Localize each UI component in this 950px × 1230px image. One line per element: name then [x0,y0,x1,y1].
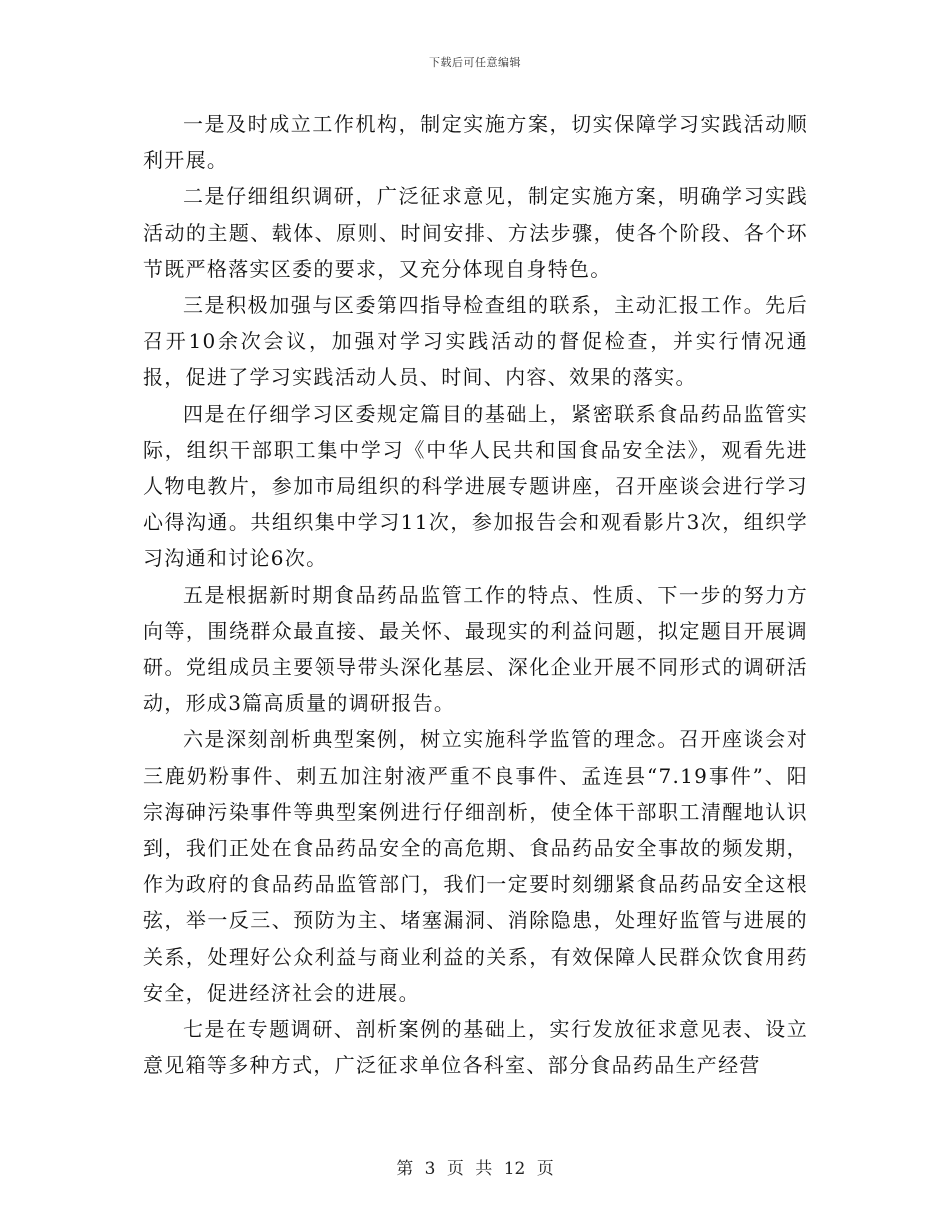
page-number-footer: 第 3 页 共 12 页 [396,1159,554,1179]
paragraph-4: 四是在仔细学习区委规定篇目的基础上，紧密联系食品药品监管实际，组织干部职工集中学习《中华人民共和国食品安全法》，观看先进人物电教片，参加市局组织的科学进展专题讲座，召开座谈会进行学习心得沟通。共组织集中学习11次，参加报告会和观看影片3次，组织学习沟通和讨论6次。 [143,401,808,571]
paragraph-6: 六是深刻剖析典型案例，树立实施科学监管的理念。召开座谈会对三鹿奶粉事件、刺五加注射液严重不良事件、孟连县“7.19事件”、阳宗海砷污染事件等典型案例进行仔细剖析，使全体干部职工清醒地认识到，我们正处在食品药品安全的高危期、食品药品安全事故的频发期，作为政府的食品药品监管部门，我们一定要时刻绷紧食品药品安全这根弦，举一反三、预防为主、堵塞漏洞、消除隐患，处理好监管与进展的关系，处理好公众利益与商业利益的关系，有效保障人民群众饮食用药安全，促进经济社会的进展。 [143,727,808,1005]
paragraph-1: 一是及时成立工作机构，制定实施方案，切实保障学习实践活动顺利开展。 [143,112,808,173]
paragraph-2: 二是仔细组织调研，广泛征求意见，制定实施方案，明确学习实践活动的主题、载体、原则、时间安排、方法步骤，使各个阶段、各个环节既严格落实区委的要求，又充分体现自身特色。 [143,184,808,281]
paragraph-3: 三是积极加强与区委第四指导检查组的联系，主动汇报工作。先后召开10余次会议，加强对学习实践活动的督促检查，并实行情况通报，促进了学习实践活动人员、时间、内容、效果的落实。 [143,293,808,390]
paragraph-5: 五是根据新时期食品药品监管工作的特点、性质、下一步的努力方向等，围绕群众最直接、最关怀、最现实的利益问题，拟定题目开展调研。党组成员主要领导带头深化基层、深化企业开展不同形式的调研活动，形成3篇高质量的调研报告。 [143,582,808,716]
document-body [143,106,808,1083]
page-header: 下载后可任意编辑 [429,56,521,69]
paragraph-7: 七是在专题调研、剖析案例的基础上，实行发放征求意见表、设立意见箱等多种方式，广泛征求单位各科室、部分食品药品生产经营 [143,1017,808,1078]
